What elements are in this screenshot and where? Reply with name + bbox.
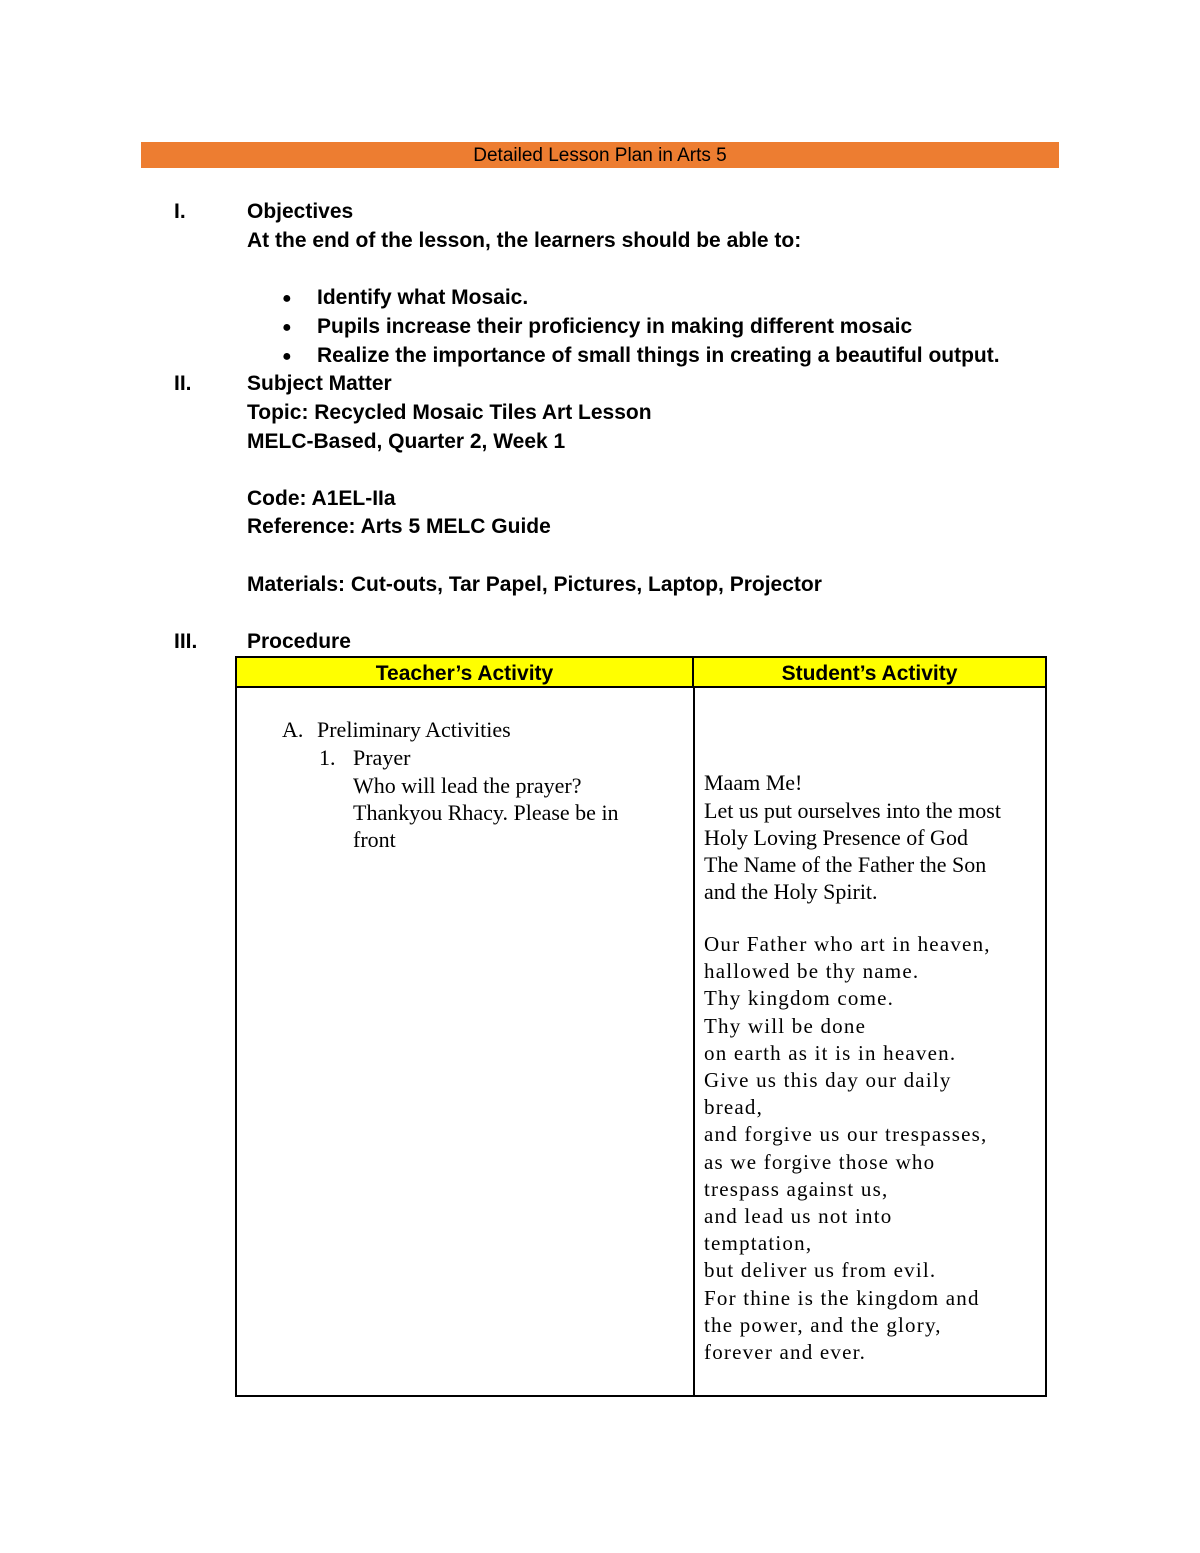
section-number-subject: II. <box>174 372 192 395</box>
student-line: Holy Loving Presence of God <box>704 825 968 850</box>
prayer-line: on earth as it is in heaven. <box>704 1040 957 1065</box>
subject-heading: Subject Matter <box>247 372 392 395</box>
prayer-line: and forgive us our trespasses, <box>704 1122 988 1147</box>
bullet-dot: ● <box>282 290 292 307</box>
student-line: and the Holy Spirit. <box>704 879 878 904</box>
column-divider <box>693 688 695 1395</box>
prayer-line: trespass against us, <box>704 1176 889 1201</box>
objective-item: Pupils increase their proficiency in making different mosaic <box>317 315 913 338</box>
subject-code: Code: A1EL-IIa <box>247 487 396 510</box>
prayer-line: bread, <box>704 1095 764 1120</box>
subject-reference: Reference: Arts 5 MELC Guide <box>247 515 551 538</box>
student-line: Maam Me! <box>704 770 803 795</box>
prayer-line: hallowed be thy name. <box>704 959 920 984</box>
prayer-line: but deliver us from evil. <box>704 1258 937 1283</box>
teacher-list-label-a: A. <box>282 717 304 742</box>
student-activity-header: Student’s Activity <box>694 658 1045 688</box>
prayer-line: For thine is the kingdom and <box>704 1285 980 1310</box>
document-title-banner <box>141 142 1059 168</box>
prayer-line: as we forgive those who <box>704 1149 936 1174</box>
teacher-prayer: Prayer <box>353 745 411 770</box>
section-number-objectives: I. <box>174 200 186 223</box>
prayer-line: Thy will be done <box>704 1013 867 1038</box>
section-number-procedure: III. <box>174 630 198 653</box>
prayer-line: forever and ever. <box>704 1340 867 1365</box>
student-prayer-text <box>704 931 991 1366</box>
prayer-line: the power, and the glory, <box>704 1312 942 1337</box>
teacher-line: Who will lead the prayer? <box>353 773 582 798</box>
prayer-line: temptation, <box>704 1231 813 1256</box>
objective-item: Identify what Mosaic. <box>317 286 529 309</box>
subject-topic: Topic: Recycled Mosaic Tiles Art Lesson <box>247 401 652 424</box>
subject-melc: MELC-Based, Quarter 2, Week 1 <box>247 430 566 453</box>
prayer-line: Our Father who art in heaven, <box>704 932 991 956</box>
student-line: Let us put ourselves into the most <box>704 798 1001 823</box>
bullet-dot: ● <box>282 348 292 365</box>
bullet-dot: ● <box>282 319 292 336</box>
document-title: Detailed Lesson Plan in Arts 5 <box>473 145 727 166</box>
prayer-line: Give us this day our daily <box>704 1068 952 1093</box>
teacher-line: front <box>353 827 396 852</box>
procedure-table <box>235 656 1047 1397</box>
teacher-line: Thankyou Rhacy. Please be in <box>353 800 619 825</box>
subject-materials: Materials: Cut-outs, Tar Papel, Pictures, Laptop, Projector <box>247 573 822 596</box>
procedure-heading: Procedure <box>247 630 351 653</box>
prayer-line: Thy kingdom come. <box>704 986 895 1011</box>
teacher-list-label-1: 1. <box>319 745 336 770</box>
objectives-intro: At the end of the lesson, the learners should be able to: <box>247 229 802 252</box>
teacher-preliminary-activities: Preliminary Activities <box>317 717 511 742</box>
teacher-activity-header: Teacher’s Activity <box>237 658 694 688</box>
student-line: The Name of the Father the Son <box>704 852 987 877</box>
objectives-heading: Objectives <box>247 200 354 223</box>
objective-item: Realize the importance of small things in creating a beautiful output. <box>317 344 1000 367</box>
prayer-line: and lead us not into <box>704 1204 893 1229</box>
